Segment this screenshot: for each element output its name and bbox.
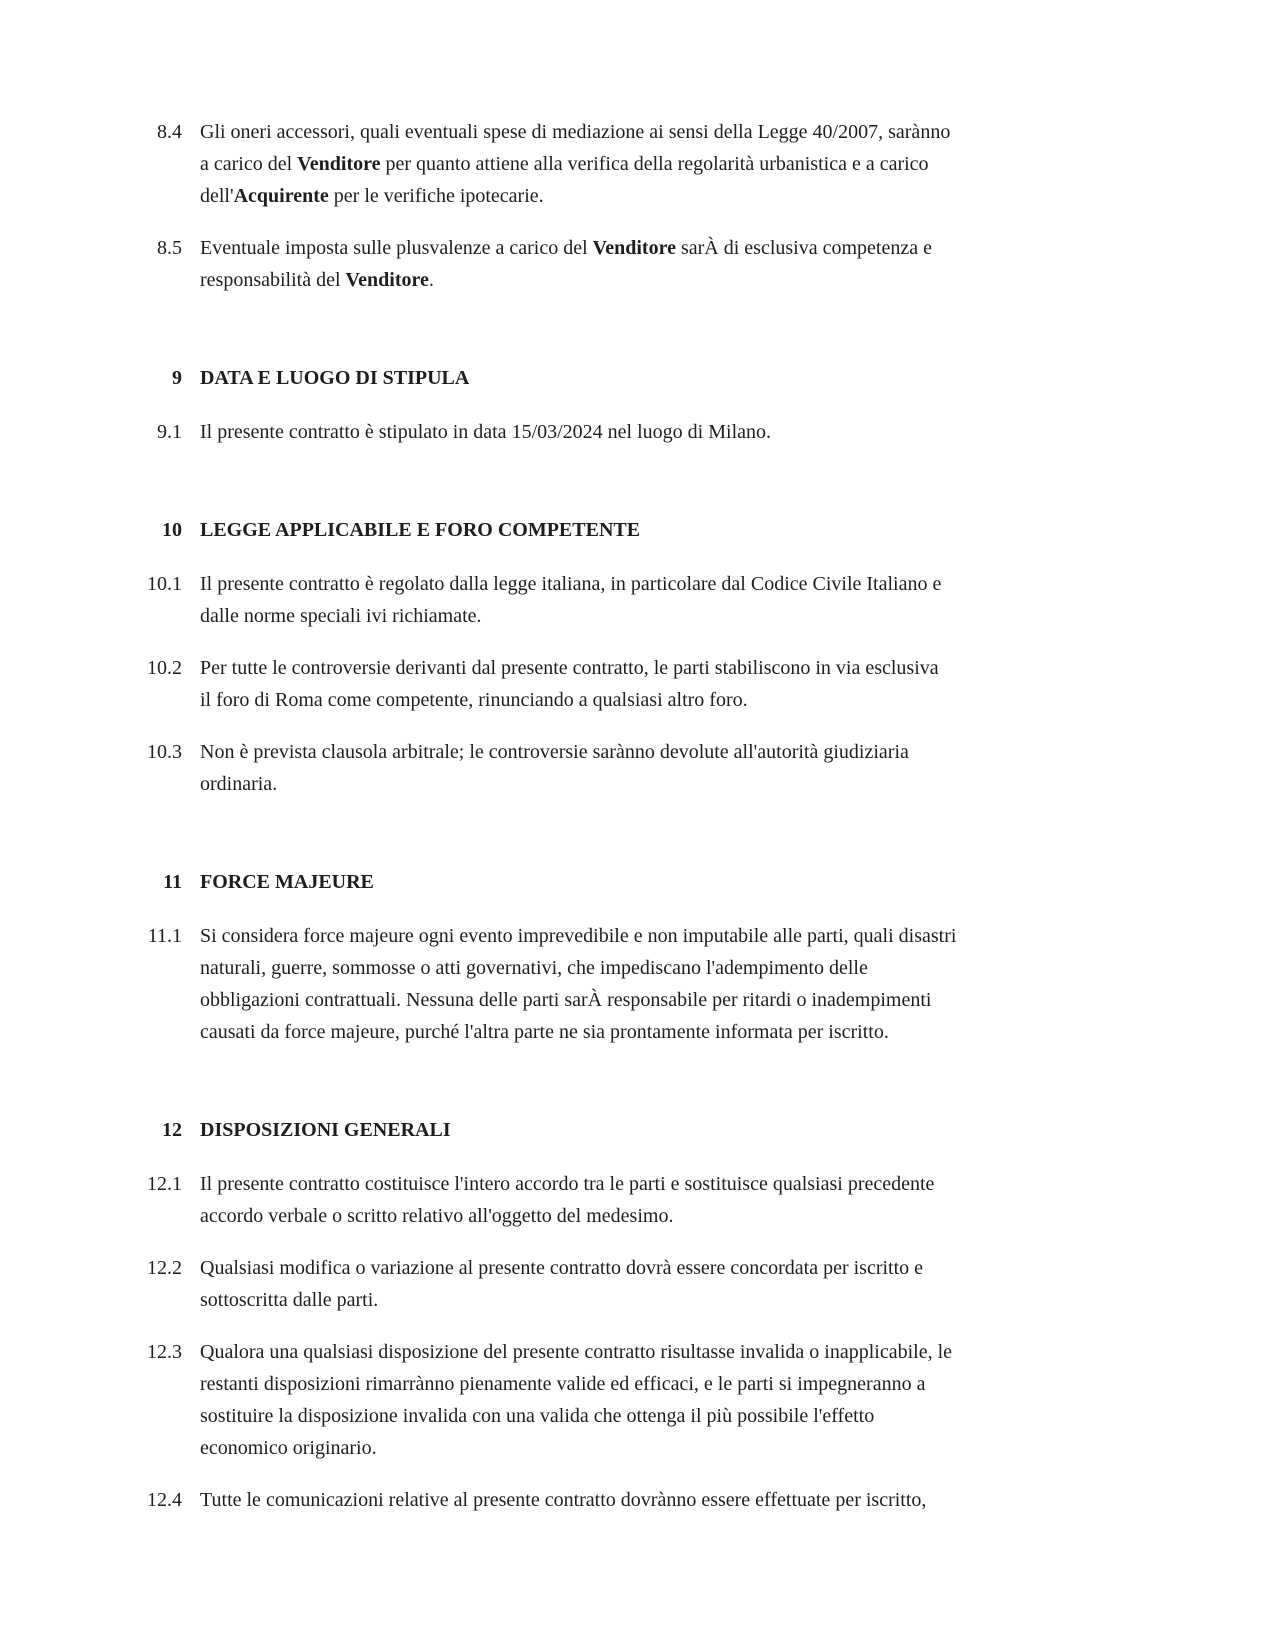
bold-term: Venditore (297, 153, 381, 175)
section-number: 11 (163, 871, 182, 893)
clause-line (200, 148, 1275, 180)
clause-10-3 (0, 736, 1275, 800)
section-title: DISPOSIZIONI GENERALI (200, 1119, 451, 1141)
section-heading-body (200, 514, 1275, 546)
clause-line: sottoscritta dalle parti. (200, 1289, 379, 1311)
clause-line: ordinaria. (200, 773, 278, 795)
text-run: sarÀ di esclusiva competenza e (675, 237, 932, 259)
clause-line: Qualora una qualsiasi disposizione del presente contratto risultasse invalida o inapplicabile, le (200, 1341, 953, 1363)
section-heading-body (200, 362, 1275, 394)
clause-number: 12.4 (147, 1489, 182, 1511)
clause-8-4 (0, 116, 1275, 212)
clause-line: accordo verbale o scritto relativo all'oggetto del medesimo. (200, 1205, 674, 1227)
clause-number: 12.1 (147, 1173, 182, 1195)
section-number: 9 (172, 367, 182, 389)
clause-line (200, 232, 1275, 264)
bold-term: Acquirente (233, 185, 329, 207)
clause-body (200, 1484, 1275, 1516)
section-title: LEGGE APPLICABILE E FORO COMPETENTE (200, 519, 641, 541)
clause-body (200, 920, 1275, 1048)
clause-line: Il presente contratto è stipulato in data 15/03/2024 nel luogo di Milano. (200, 421, 771, 443)
clause-8-5 (0, 232, 1275, 296)
text-run: per quanto attiene alla verifica della regolarità urbanistica e a carico (380, 153, 929, 175)
clause-10-1 (0, 568, 1275, 632)
clause-body (200, 652, 1275, 716)
text-run: Eventuale imposta sulle plusvalenze a carico del (200, 237, 593, 259)
clause-body (200, 416, 1275, 448)
clause-number: 10.1 (147, 573, 182, 595)
clause-number: 10.2 (147, 657, 182, 679)
clause-number: 9.1 (157, 421, 182, 443)
section-title: DATA E LUOGO DI STIPULA (200, 367, 470, 389)
clause-number: 12.3 (147, 1341, 182, 1363)
clause-line: Il presente contratto è regolato dalla legge italiana, in particolare dal Codice Civile Italiano e (200, 573, 942, 595)
clause-10-2 (0, 652, 1275, 716)
section-heading-10 (0, 514, 1275, 546)
clause-body (200, 1168, 1275, 1232)
clause-line: obbligazioni contrattuali. Nessuna delle parti sarÀ responsabile per ritardi o inadempimenti (200, 989, 932, 1011)
clause-line: Per tutte le controversie derivanti dal presente contratto, le parti stabiliscono in via esclusiva (200, 657, 939, 679)
text-run: responsabilità del (200, 269, 346, 291)
section-heading-body (200, 866, 1275, 898)
clause-body (200, 232, 1275, 296)
clause-line: Tutte le comunicazioni relative al presente contratto dovrànno essere effettuate per iscritto, (200, 1489, 927, 1511)
clause-line: dalle norme speciali ivi richiamate. (200, 605, 482, 627)
section-heading-11 (0, 866, 1275, 898)
bold-term: Venditore (345, 269, 429, 291)
section-heading-9 (0, 362, 1275, 394)
clause-12-3 (0, 1336, 1275, 1464)
text-run: per le verifiche ipotecarie. (328, 185, 544, 207)
clause-line: Il presente contratto costituisce l'intero accordo tra le parti e sostituisce qualsiasi precedente (200, 1173, 935, 1195)
text-run: dell' (200, 185, 234, 207)
text-run: a carico del (200, 153, 298, 175)
clause-line: economico originario. (200, 1437, 377, 1459)
clause-line: Qualsiasi modifica o variazione al presente contratto dovrà essere concordata per iscritto e (200, 1257, 924, 1279)
text-run: . (428, 269, 434, 291)
clause-number: 10.3 (147, 741, 182, 763)
clause-line (200, 264, 1275, 296)
clause-body (200, 116, 1275, 212)
clause-line: il foro di Roma come competente, rinunciando a qualsiasi altro foro. (200, 689, 748, 711)
clause-12-2 (0, 1252, 1275, 1316)
clause-line: Gli oneri accessori, quali eventuali spese di mediazione ai sensi della Legge 40/2007, sarànno (200, 121, 951, 143)
bold-term: Venditore (592, 237, 676, 259)
clause-body (200, 568, 1275, 632)
clause-body (200, 736, 1275, 800)
clause-line: Si considera force majeure ogni evento imprevedibile e non imputabile alle parti, quali disastri (200, 925, 957, 947)
clause-line: restanti disposizioni rimarrànno pienamente valide ed efficaci, e le parti si impegneranno a (200, 1373, 926, 1395)
clause-body (200, 1336, 1275, 1464)
clause-12-1 (0, 1168, 1275, 1232)
section-number: 10 (162, 519, 182, 541)
clause-11-1 (0, 920, 1275, 1048)
section-heading-body (200, 1114, 1275, 1146)
section-title: FORCE MAJEURE (200, 871, 374, 893)
clause-number: 12.2 (147, 1257, 182, 1279)
clause-line: Non è prevista clausola arbitrale; le controversie sarànno devolute all'autorità giudiziaria (200, 741, 909, 763)
clause-9-1 (0, 416, 1275, 448)
clause-line (200, 180, 1275, 212)
clause-number: 8.5 (157, 237, 182, 259)
clause-body (200, 1252, 1275, 1316)
clause-number: 11.1 (147, 925, 182, 947)
section-number: 12 (162, 1119, 182, 1141)
clause-12-4 (0, 1484, 1275, 1516)
section-heading-12 (0, 1114, 1275, 1146)
clause-line: naturali, guerre, sommosse o atti governativi, che impediscano l'adempimento delle (200, 957, 868, 979)
clause-line: sostituire la disposizione invalida con una valida che ottenga il più possibile l'effetto (200, 1405, 875, 1427)
clause-number: 8.4 (157, 121, 182, 143)
clause-line: causati da force majeure, purché l'altra parte ne sia prontamente informata per iscritto. (200, 1021, 889, 1043)
